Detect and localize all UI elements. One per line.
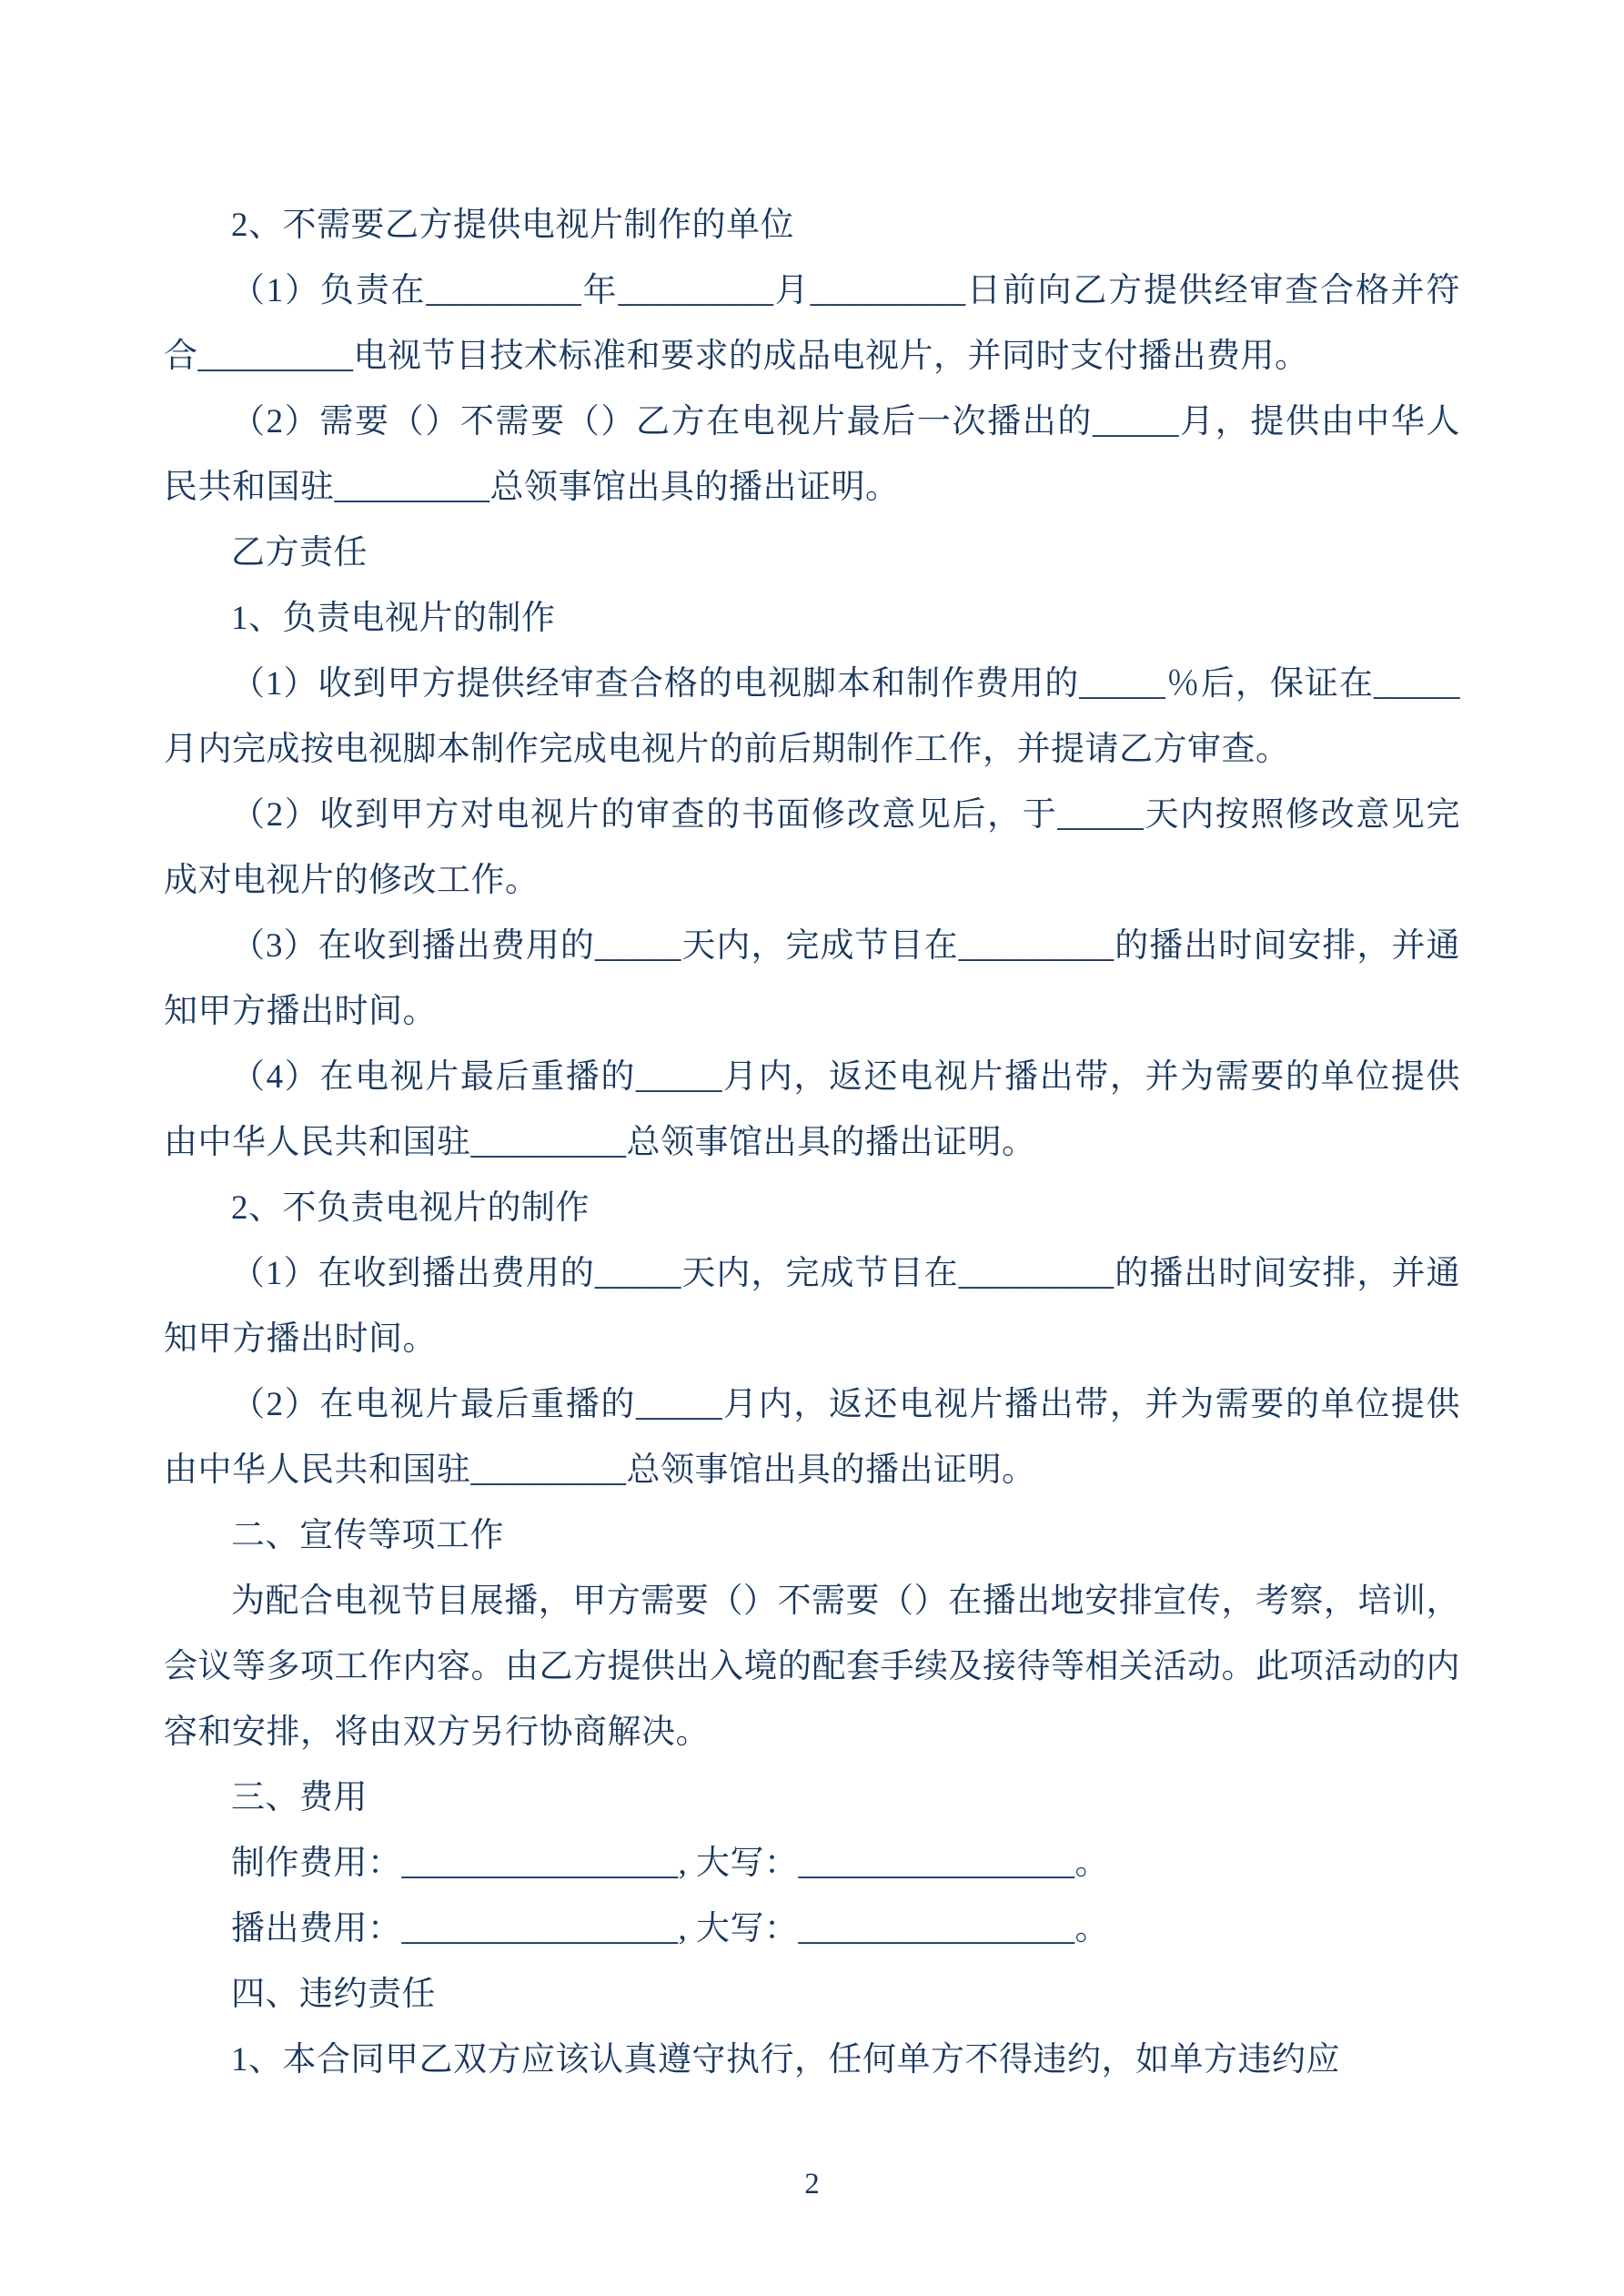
document-body — [164, 193, 1460, 2093]
duty-1-item-4: （4）在电视片最后重播的_____月内，返还电视片播出带，并为需要的单位提供由中华人民共和国驻_________总领事馆出具的播出证明。 — [164, 1058, 1460, 1161]
broadcast-fee-line: 播出费用：________________, 大写：________________。 — [231, 1910, 1109, 1947]
section-4-heading: 四、违约责任 — [231, 1976, 436, 2013]
clause-2-item-2: （2）需要（）不需要（）乙方在电视片最后一次播出的_____月，提供由中华人民共和国驻_________总领事馆出具的播出证明。 — [164, 403, 1460, 506]
section-4-item-1: 1、本合同甲乙双方应该认真遵守执行，任何单方不得违约，如单方违约应 — [231, 2041, 1340, 2079]
duty-1-item-3: （3）在收到播出费用的_____天内，完成节目在_________的播出时间安排，并通知甲方播出时间。 — [164, 927, 1460, 1030]
duty-1-heading: 1、负责电视片的制作 — [231, 600, 556, 637]
duty-1-item-1: （1）收到甲方提供经审查合格的电视脚本和制作费用的_____％后，保证在_____月内完成按电视脚本制作完成电视片的前后期制作工作，并提请乙方审查。 — [164, 665, 1460, 768]
section-2-body: 为配合电视节目展播，甲方需要（）不需要（）在播出地安排宣传，考察，培训，会议等多项工作内容。由乙方提供出入境的配套手续及接待等相关活动。此项活动的内容和安排，将由双方另行协商解决。 — [164, 1583, 1460, 1751]
clause-2-heading: 2、不需要乙方提供电视片制作的单位 — [231, 207, 794, 244]
page-footer — [0, 2166, 1624, 2202]
duty-2-heading: 2、不负责电视片的制作 — [231, 1189, 590, 1227]
production-fee-line: 制作费用：________________, 大写：________________。 — [231, 1845, 1109, 1882]
duty-1-item-2: （2）收到甲方对电视片的审查的书面修改意见后，于_____天内按照修改意见完成对电视片的修改工作。 — [164, 796, 1460, 899]
duty-2-item-2: （2）在电视片最后重播的_____月内，返还电视片播出带，并为需要的单位提供由中华人民共和国驻_________总领事馆出具的播出证明。 — [164, 1386, 1460, 1489]
clause-2-item-1: （1）负责在_________年_________月_________日前向乙方提供经审查合格并符合_________电视节目技术标准和要求的成品电视片，并同时支付播出费用。 — [164, 272, 1460, 375]
page-number: 2 — [804, 2168, 820, 2200]
party-b-duties-heading: 乙方责任 — [231, 534, 368, 571]
section-2-heading: 二、宣传等项工作 — [231, 1517, 504, 1554]
duty-2-item-1: （1）在收到播出费用的_____天内，完成节目在_________的播出时间安排，并通知甲方播出时间。 — [164, 1255, 1460, 1358]
section-3-heading: 三、费用 — [231, 1779, 368, 1816]
